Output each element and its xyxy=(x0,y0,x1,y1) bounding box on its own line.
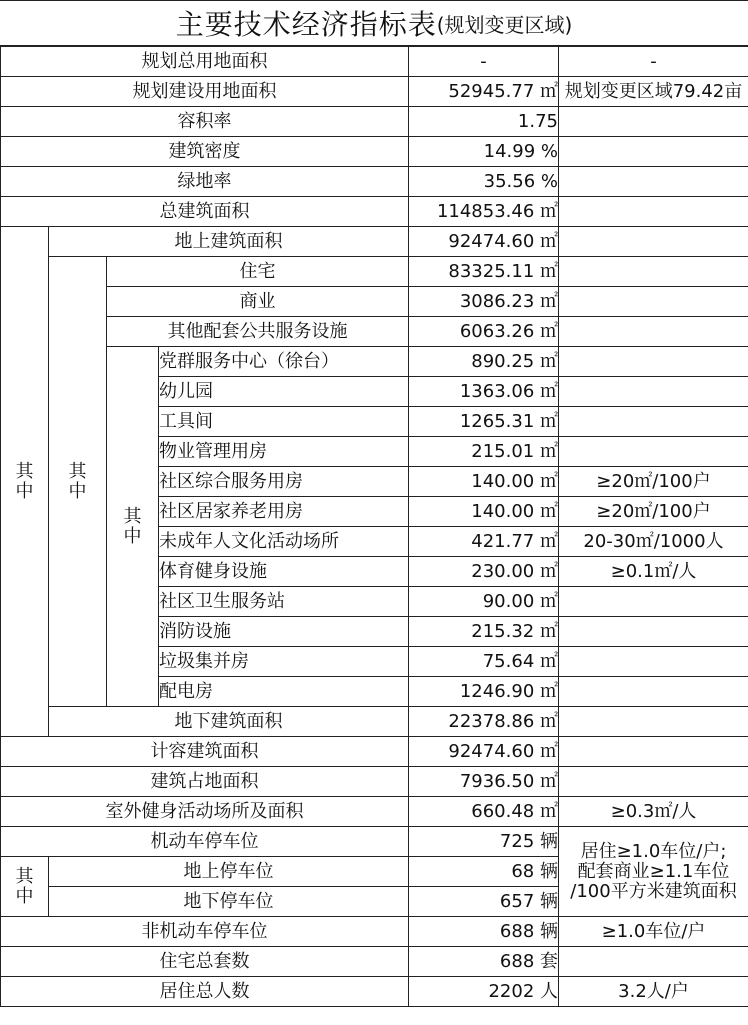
table-row xyxy=(1,977,748,1007)
row-value: 6063.26 ㎡ xyxy=(409,317,559,347)
row-label: 幼儿园 xyxy=(159,377,409,407)
row-label: 规划总用地面积 xyxy=(1,47,409,77)
row-note xyxy=(559,107,748,137)
table-row xyxy=(1,917,748,947)
row-label: 未成年人文化活动场所 xyxy=(159,527,409,557)
row-value: 140.00 ㎡ xyxy=(409,497,559,527)
table-row xyxy=(1,947,748,977)
row-value: 22378.86 ㎡ xyxy=(409,707,559,737)
row-note xyxy=(559,767,748,797)
row-label: 建筑密度 xyxy=(1,137,409,167)
row-note: ≥20㎡/100户 xyxy=(559,467,748,497)
row-note xyxy=(559,437,748,467)
row-note: 20-30㎡/1000人 xyxy=(559,527,748,557)
row-note xyxy=(559,137,748,167)
table-row xyxy=(1,767,748,797)
row-note xyxy=(559,257,748,287)
table-row xyxy=(1,347,748,377)
row-value: 688 套 xyxy=(409,947,559,977)
row-value: 1246.90 ㎡ xyxy=(409,677,559,707)
row-note: ≥0.3㎡/人 xyxy=(559,797,748,827)
row-value: 52945.77 ㎡ xyxy=(409,77,559,107)
qizhong-merged-cell: 其 中 xyxy=(49,257,107,707)
table-title xyxy=(0,0,748,46)
row-label: 配电房 xyxy=(159,677,409,707)
row-label: 社区居家养老用房 xyxy=(159,497,409,527)
row-value: - xyxy=(409,47,559,77)
row-value: 660.48 ㎡ xyxy=(409,797,559,827)
row-label: 党群服务中心（徐台） xyxy=(159,347,409,377)
row-label: 规划建设用地面积 xyxy=(1,77,409,107)
row-value: 35.56 % xyxy=(409,167,559,197)
row-note xyxy=(559,647,748,677)
row-value: 68 辆 xyxy=(409,857,559,887)
row-note xyxy=(559,587,748,617)
row-label: 地上建筑面积 xyxy=(49,227,409,257)
row-label: 社区卫生服务站 xyxy=(159,587,409,617)
row-label: 建筑占地面积 xyxy=(1,767,409,797)
row-value: 657 辆 xyxy=(409,887,559,917)
row-label: 机动车停车位 xyxy=(1,827,409,857)
row-label: 住宅总套数 xyxy=(1,947,409,977)
row-value: 215.32 ㎡ xyxy=(409,617,559,647)
row-value: 3086.23 ㎡ xyxy=(409,287,559,317)
row-label: 住宅 xyxy=(107,257,409,287)
row-value: 230.00 ㎡ xyxy=(409,557,559,587)
title-main: 主要技术经济指标表 xyxy=(175,8,437,41)
row-label: 非机动车停车位 xyxy=(1,917,409,947)
row-note xyxy=(559,677,748,707)
table-row xyxy=(1,137,748,167)
row-note: 规划变更区域79.42亩 xyxy=(559,77,748,107)
row-note: ≥1.0车位/户 xyxy=(559,917,748,947)
title-subtitle: (规划变更区域) xyxy=(436,12,573,37)
row-label: 容积率 xyxy=(1,107,409,137)
row-value: 83325.11 ㎡ xyxy=(409,257,559,287)
row-label: 体育健身设施 xyxy=(159,557,409,587)
row-note xyxy=(559,947,748,977)
row-label: 绿地率 xyxy=(1,167,409,197)
row-label: 地下建筑面积 xyxy=(49,707,409,737)
row-value: 14.99 % xyxy=(409,137,559,167)
table-row xyxy=(1,47,748,77)
row-label: 商业 xyxy=(107,287,409,317)
table-row xyxy=(1,707,748,737)
row-note xyxy=(559,707,748,737)
row-value: 1.75 xyxy=(409,107,559,137)
row-value: 2202 人 xyxy=(409,977,559,1007)
row-note xyxy=(559,227,748,257)
row-label: 物业管理用房 xyxy=(159,437,409,467)
qizhong-merged-cell: 其 中 xyxy=(1,857,49,917)
row-value: 688 辆 xyxy=(409,917,559,947)
row-note xyxy=(559,287,748,317)
table-row xyxy=(1,77,748,107)
row-label: 居住总人数 xyxy=(1,977,409,1007)
row-note xyxy=(559,617,748,647)
indicator-table xyxy=(0,46,748,1007)
row-value: 90.00 ㎡ xyxy=(409,587,559,617)
row-value: 75.64 ㎡ xyxy=(409,647,559,677)
row-label: 消防设施 xyxy=(159,617,409,647)
row-note xyxy=(559,407,748,437)
row-label: 垃圾集并房 xyxy=(159,647,409,677)
table-row xyxy=(1,317,748,347)
row-value: 140.00 ㎡ xyxy=(409,467,559,497)
row-note xyxy=(559,197,748,227)
qizhong-merged-cell: 其 中 xyxy=(107,347,159,707)
table-row xyxy=(1,287,748,317)
row-value: 1265.31 ㎡ xyxy=(409,407,559,437)
row-note: 3.2人/户 xyxy=(559,977,748,1007)
row-label: 地下停车位 xyxy=(49,887,409,917)
qizhong-merged-cell: 其 中 xyxy=(1,227,49,737)
row-label: 室外健身活动场所及面积 xyxy=(1,797,409,827)
row-note xyxy=(559,167,748,197)
table-row xyxy=(1,737,748,767)
table-row xyxy=(1,167,748,197)
row-note: ≥20㎡/100户 xyxy=(559,497,748,527)
table-row xyxy=(1,227,748,257)
row-label: 总建筑面积 xyxy=(1,197,409,227)
row-note xyxy=(559,737,748,767)
table-row xyxy=(1,797,748,827)
row-value: 890.25 ㎡ xyxy=(409,347,559,377)
row-note: - xyxy=(559,47,748,77)
table-row xyxy=(1,257,748,287)
row-value: 92474.60 ㎡ xyxy=(409,227,559,257)
table-row xyxy=(1,197,748,227)
row-label: 其他配套公共服务设施 xyxy=(107,317,409,347)
row-note xyxy=(559,347,748,377)
row-note: ≥0.1㎡/人 xyxy=(559,557,748,587)
row-label: 计容建筑面积 xyxy=(1,737,409,767)
row-label: 工具间 xyxy=(159,407,409,437)
row-note xyxy=(559,317,748,347)
row-value: 7936.50 ㎡ xyxy=(409,767,559,797)
row-value: 421.77 ㎡ xyxy=(409,527,559,557)
row-value: 92474.60 ㎡ xyxy=(409,737,559,767)
row-note xyxy=(559,377,748,407)
row-value: 215.01 ㎡ xyxy=(409,437,559,467)
row-value: 114853.46 ㎡ xyxy=(409,197,559,227)
parking-standard-note: 居住≥1.0车位/户; 配套商业≥1.1车位 /100平方米建筑面积 xyxy=(559,827,748,917)
row-value: 725 辆 xyxy=(409,827,559,857)
table-row xyxy=(1,107,748,137)
row-label: 地上停车位 xyxy=(49,857,409,887)
table-row xyxy=(1,827,748,857)
row-value: 1363.06 ㎡ xyxy=(409,377,559,407)
row-label: 社区综合服务用房 xyxy=(159,467,409,497)
